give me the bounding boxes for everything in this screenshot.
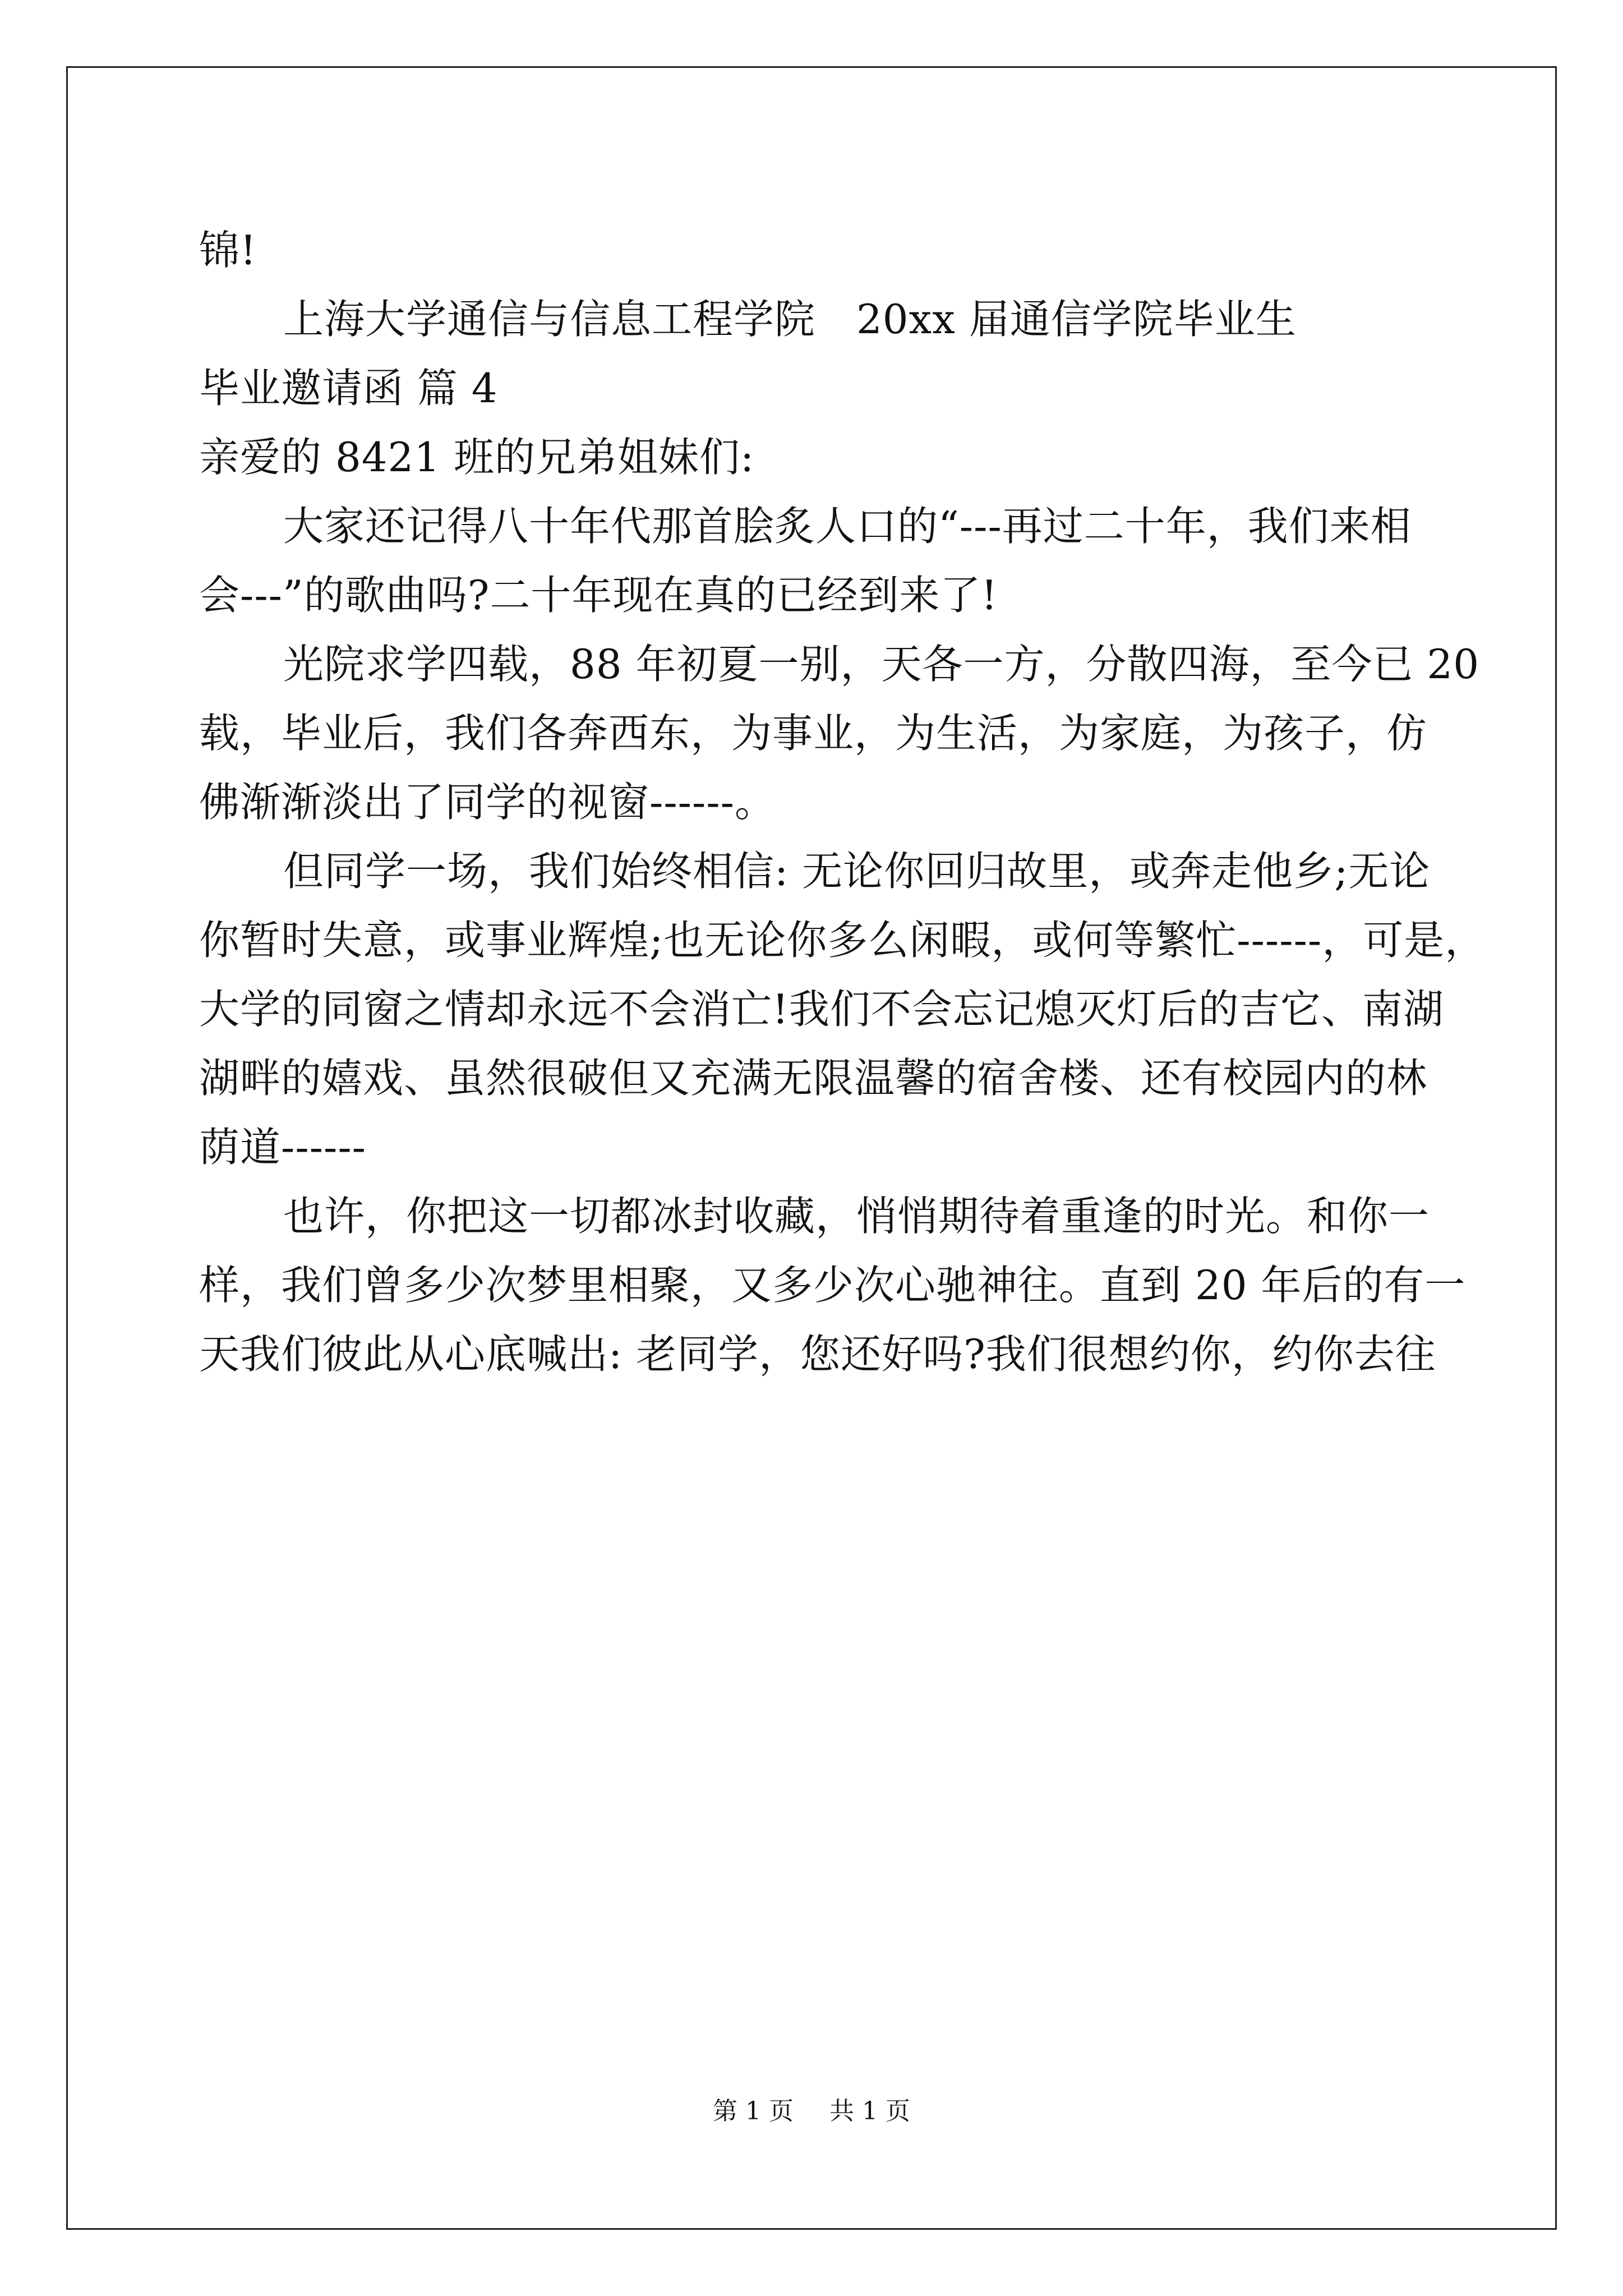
page-number: 第 1 页: [713, 2097, 794, 2125]
salutation: 亲爱的 8421 班的兄弟姐妹们:: [199, 434, 755, 481]
text-line: 会---”的歌曲吗?二十年现在真的已经到来了!: [199, 572, 998, 619]
text-line: 佛渐渐淡出了同学的视窗------。: [199, 779, 776, 826]
text-line: 但同学一场，我们始终相信: 无论你回归故里，或奔走他乡;无论: [283, 848, 1431, 895]
page-total: 共 1 页: [829, 2097, 910, 2125]
section-heading: 毕业邀请函 篇 4: [199, 365, 498, 412]
text-line: 大学的同窗之情却永远不会消亡!我们不会忘记熄灭灯后的吉它、南湖: [199, 986, 1444, 1033]
signature-line: 上海大学通信与信息工程学院 20xx 届通信学院毕业生: [283, 296, 1297, 343]
text-line: 载，毕业后，我们各奔西东，为事业，为生活，为家庭，为孩子，仿: [199, 710, 1428, 757]
text-line: 你暂时失意，或事业辉煌;也无论你多么闲暇，或何等繁忙------，可是，: [199, 917, 1486, 964]
text-line: 样，我们曾多少次梦里相聚，又多少次心驰神往。直到 20 年后的有一: [199, 1262, 1466, 1309]
text-line: 也许，你把这一切都冰封收藏，悄悄期待着重逢的时光。和你一: [283, 1193, 1430, 1240]
page-footer: [0, 2095, 1623, 2128]
text-line: 光院求学四载，88 年初夏一别，天各一方，分散四海，至今已 20: [283, 641, 1480, 688]
text-line: 天我们彼此从心底喊出: 老同学，您还好吗?我们很想约你，约你去往: [199, 1331, 1436, 1378]
document-body: [199, 216, 1486, 1389]
text-line: 湖畔的嬉戏、虽然很破但又充满无限温馨的宿舍楼、还有校园内的林: [199, 1055, 1428, 1102]
text-line: 大家还记得八十年代那首脍炙人口的“---再过二十年，我们来相: [283, 503, 1412, 550]
text-line: 荫道------: [199, 1124, 366, 1171]
text-line: 锦!: [199, 227, 257, 274]
